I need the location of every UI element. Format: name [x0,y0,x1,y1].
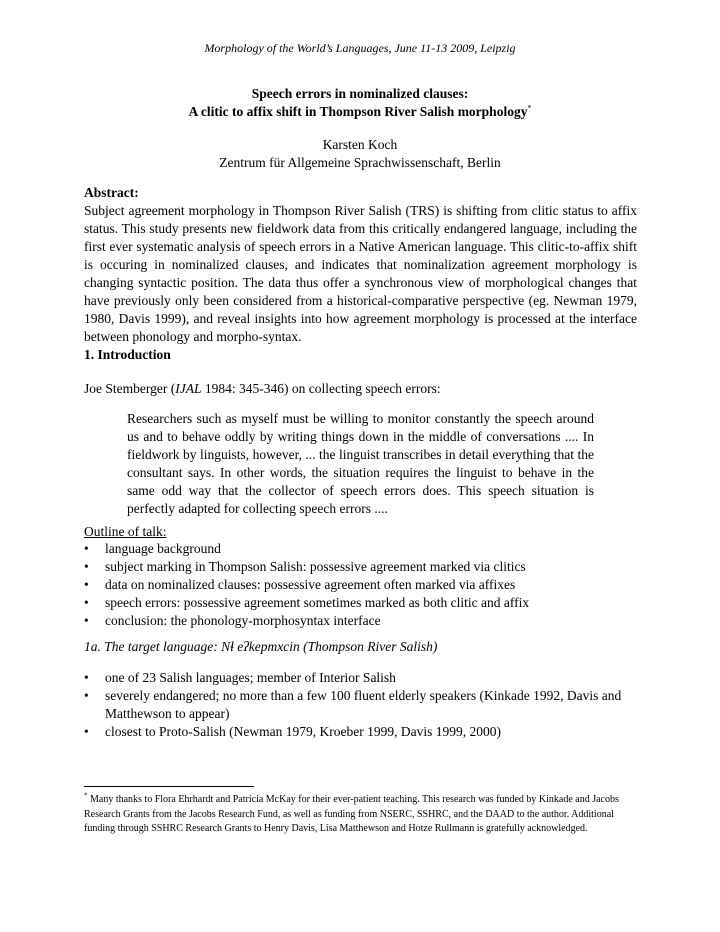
footnote-divider [84,786,254,787]
bullet-icon: • [84,670,89,685]
bullet-icon: • [84,577,89,592]
title-line-2 [0,104,720,120]
section-heading-1a: 1a. The target language: Nɬ eʔkepmxcin (Thompson River Salish) [84,639,438,654]
outline-list [84,540,637,630]
list-item-text: language background [105,541,221,556]
conference-header: Morphology of the World’s Languages, June 11-13 2009, Leipzig [204,41,516,55]
citation-journal: IJAL [175,381,202,396]
list-item [84,612,637,630]
list-item-text: conclusion: the phonology-morphosyntax interface [105,613,381,628]
list-item-text: severely endangered; no more than a few 100 fluent elderly speakers (Kinkade 1992, Davis and Matthewson to appear) [105,688,622,721]
footnote-text: Many thanks to Flora Ehrhardt and Patricia McKay for their ever-patient teaching. This research was funded by Kinkade and Jacobs Research Grants from the Jacobs Research Fund, as well as funding from NSERC, SSHRC, and the DAAD to the author. Additional funding through SSHRC Research Grants to Henry Davis, Lisa Matthewson and Hotze Rullmann is gratefully acknowledged. [84,794,619,834]
bullet-icon: • [84,724,89,739]
list-item-text: subject marking in Thompson Salish: possessive agreement marked via clitics [105,559,526,574]
author-name: Karsten Koch [322,137,398,152]
list-item [84,723,637,741]
bullet-icon: • [84,559,89,574]
footnote-mark: * [84,791,88,800]
bullet-icon: • [84,613,89,628]
section-heading-introduction: 1. Introduction [84,347,171,362]
title-line-2-text: A clitic to affix shift in Thompson River Salish morphology [188,104,528,119]
stemberger-citation [84,380,637,398]
outline-label: Outline of talk: [84,524,167,539]
list-item-text: one of 23 Salish languages; member of Interior Salish [105,670,396,685]
list-item [84,594,637,612]
list-item [84,687,637,723]
title-line-1: Speech errors in nominalized clauses: [251,86,469,101]
bullet-icon: • [84,595,89,610]
author-affiliation: Zentrum für Allgemeine Sprachwissenschaft, Berlin [219,155,501,170]
citation-post: 1984: 345-346) on collecting speech errors: [201,381,441,396]
list-item [84,558,637,576]
bullet-icon: • [84,541,89,556]
list-item [84,540,637,558]
list-item-text: speech errors: possessive agreement sometimes marked as both clitic and affix [105,595,530,610]
list-item [84,669,637,687]
list-item [84,576,637,594]
list-item-text: data on nominalized clauses: possessive agreement often marked via affixes [105,577,516,592]
block-quote: Researchers such as myself must be willing to monitor constantly the speech around us and to behave oddly by writing things down in the middle of conversations .... In fieldwork by linguists, however, ... the linguist transcribes in detail everything that the consultant says. In other words, the situation requires the linguist to behave in the same odd way that the collector of speech errors does. This speech situation is perfectly adapted for collecting speech errors .... [127,411,594,516]
language-background-list [84,669,637,741]
list-item-text: closest to Proto-Salish (Newman 1979, Kroeber 1999, Davis 1999, 2000) [105,724,501,739]
citation-pre: Joe Stemberger ( [84,381,176,396]
title-footnote-mark: * [527,103,532,113]
abstract-body: Subject agreement morphology in Thompson River Salish (TRS) is shifting from clitic status to affix status. This study presents new fieldwork data from this critically endangered language, including the first ever systematic analysis of speech errors in a Native American language. This clitic-to-affix shift is occuring in nominalized clauses, and indicates that nominalization agreement morphology is changing syntactic position. The data thus offer a synchronous view of morphological changes that have previously only been considered from a historical-comparative perspective (eg. Newman 1979, 1980, Davis 1999), and reveal insights into how agreement morphology is processed at the interface between phonology and morpho-syntax. [84,203,637,344]
footnote [84,793,637,837]
abstract-label: Abstract: [84,185,139,200]
bullet-icon: • [84,688,89,703]
